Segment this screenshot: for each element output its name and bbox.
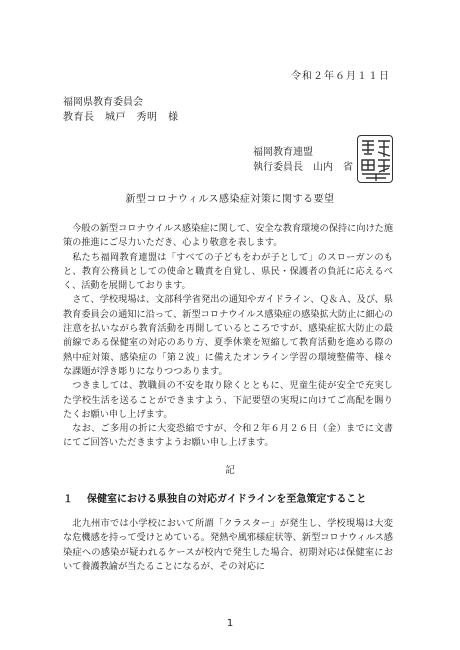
section-heading [63, 490, 393, 505]
body-paragraph: なお、ご多用の折に大変恐縮ですが、令和２年６月２６日（金）までに文書にてご回答いただきますようお願い申し上げます。 [63, 423, 393, 449]
sender-org: 福岡教育連盟 [253, 147, 313, 158]
body-paragraph: さて、学校現場は、文部科学省発出の通知やガイドライン、Ｑ＆Ａ、及び、県教育委員会の通知に沿って、新型コロナウイルス感染症の感染拡大防止に細心の注意を払いながら教育活動を再開しているところですが、感染症拡大防止の最前線である保健室の対応のあり方、夏季休業を短縮して教育活動を進める際の熱中症対策、感染症の「第２波」に備えたオンライン学習の環境整備等、様々な課題が浮き彫りになりつつあります。 [63, 294, 394, 377]
section-number: １ [63, 494, 73, 505]
section-title: 保健室における県独自の対応ガイドラインを至急策定すること [87, 494, 367, 505]
recipient-person: 教育長 城戸 秀明 様 [63, 112, 179, 123]
official-seal-stamp [357, 135, 393, 183]
letter-body [63, 222, 393, 451]
recipient-block [63, 95, 179, 125]
body-paragraph: 私たち福岡教育連盟は「すべての子どもをわが子として」のスローガンのもと、教育公務員としての使命と職責を自覚し、県民・保護者の負託に応えるべく、活動を展開しております。 [63, 251, 393, 292]
document-date: 令和２年６月１１日 [291, 71, 390, 82]
body-paragraph: つきましては、教職員の不安を取り除くとともに、児童生徒が安全で充実した学校生活を送ることができますよう、下記要望の実現に向けてご高配を賜りたくお願い申し上げます。 [63, 380, 393, 420]
sender-block [253, 145, 353, 175]
recipient-org: 福岡県教育委員会 [63, 97, 143, 108]
body-paragraph: 今般の新型コロナウイルス感染症に関して、安全な教育環境の保持に向けた施策の推進にご尽力いただき、心より敬意を表します。 [63, 223, 394, 249]
ki-heading: 記 [225, 465, 235, 476]
section-body [63, 517, 393, 574]
sender-person: 執行委員長 山内 省 [253, 162, 353, 173]
document-title: 新型コロナウィルス感染症対策に関する要望 [125, 194, 335, 205]
section-paragraph: 北九州市では小学校において所謂「クラスター」が発生し、学校現場は大変な危機感を持って受けとめている。発熱や風邪様症状等、新型コロナウィルス感染症への感染が疑われるケースが校内で発生した場合、初期対応は保健室において養護教諭が当たることになるが、その対応に [63, 518, 393, 572]
page-number: 1 [226, 618, 234, 629]
